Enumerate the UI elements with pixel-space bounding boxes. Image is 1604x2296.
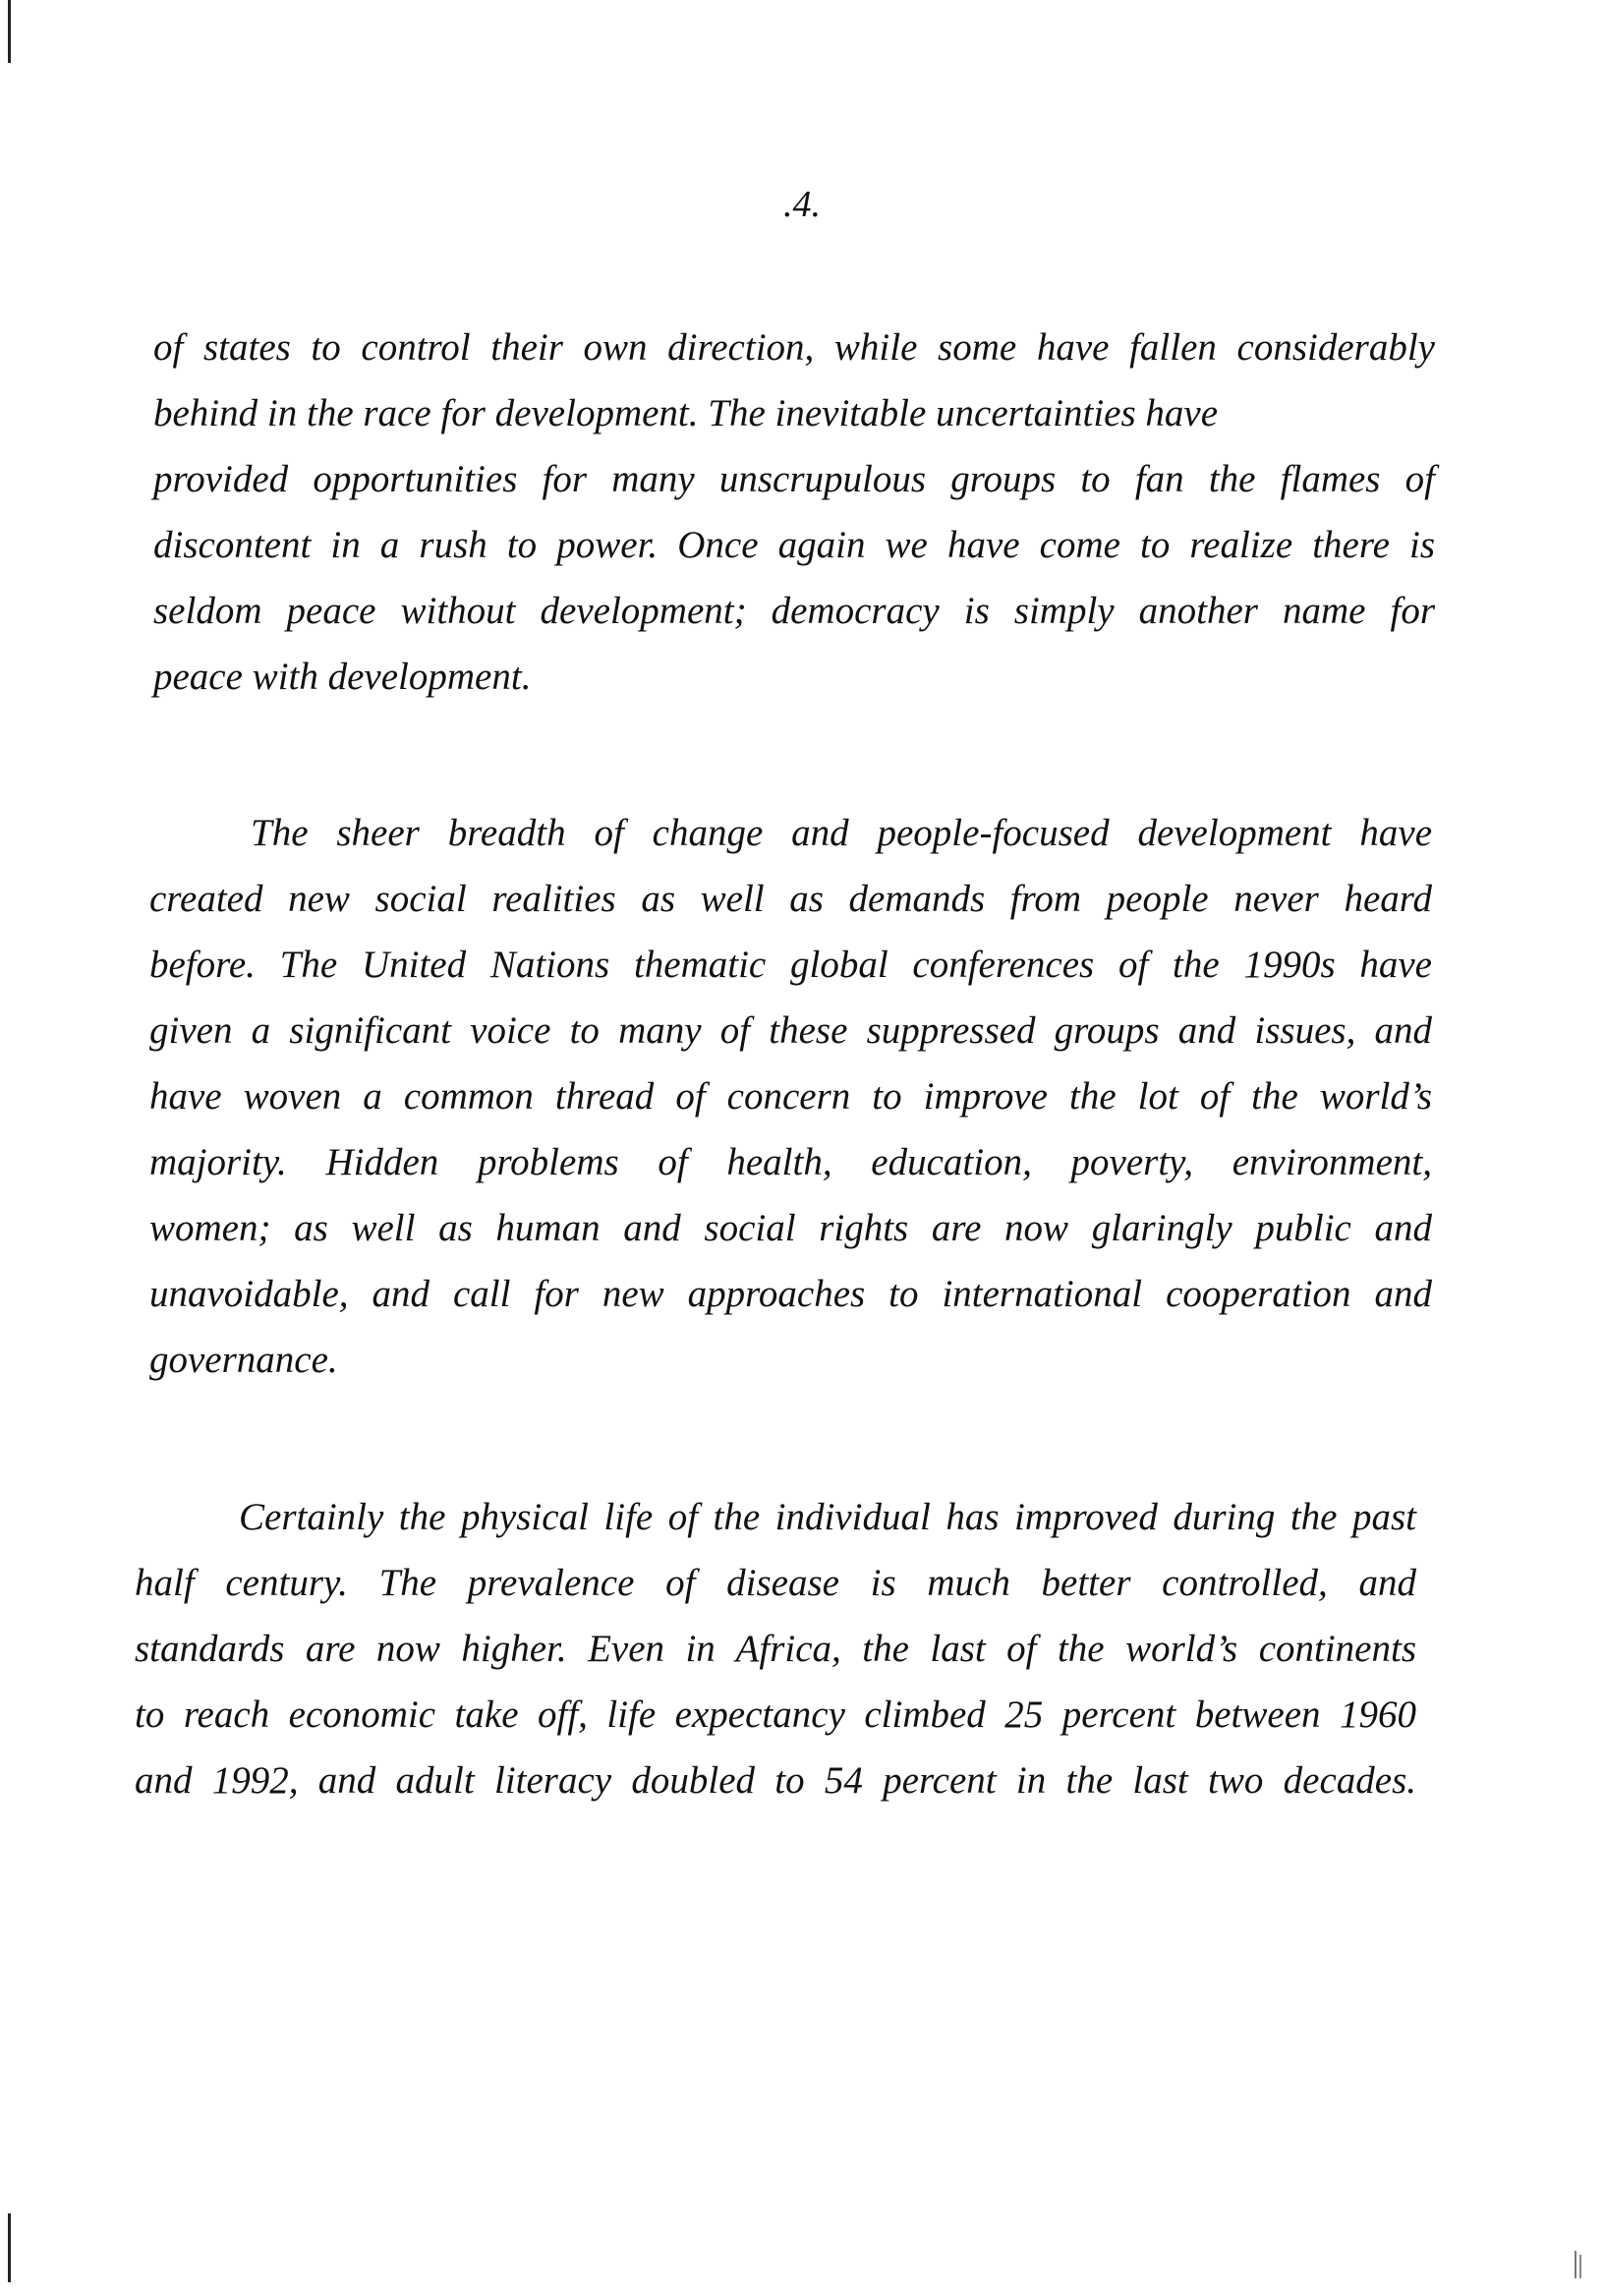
scan-mark-bottom-right-2: [1579, 2255, 1581, 2278]
paragraph-line: seldom peace without development; democracy is simply another name for: [153, 590, 1435, 632]
paragraph-line: have woven a common thread of concern to improve the lot of the world’s: [149, 1075, 1432, 1118]
paragraph-line: given a significant voice to many of these suppressed groups and issues, and: [149, 1009, 1432, 1052]
paragraph-line: standards are now higher. Even in Africa, the last of the world’s continents: [135, 1628, 1416, 1670]
paragraph-line: provided opportunities for many unscrupulous groups to fan the flames of: [153, 458, 1435, 500]
paragraph-line: of states to control their own direction, while some have fallen considerably: [153, 326, 1435, 369]
paragraph-line: before. The United Nations thematic global conferences of the 1990s have: [149, 944, 1432, 986]
paragraph-line: behind in the race for development. The inevitable uncertainties have: [153, 392, 1219, 434]
paragraph-line: majority. Hidden problems of health, education, poverty, environment,: [149, 1141, 1432, 1183]
scan-mark-top-left: [8, 0, 11, 63]
paragraph-line: women; as well as human and social rights are now glaringly public and: [149, 1207, 1432, 1249]
paragraph-line: created new social realities as well as demands from people never heard: [149, 878, 1432, 920]
paragraph-line: half century. The prevalence of disease is much better controlled, and: [135, 1562, 1416, 1604]
paragraph-line: unavoidable, and call for new approaches to international cooperation and: [149, 1273, 1432, 1315]
paragraph-line: peace with development.: [153, 656, 532, 698]
paragraph-line: Certainly the physical life of the individual has improved during the past: [239, 1496, 1416, 1538]
paragraph-line: governance.: [149, 1339, 338, 1381]
paragraph-line: discontent in a rush to power. Once again we have come to realize there is: [153, 524, 1435, 566]
paragraph-line: to reach economic take off, life expectancy climbed 25 percent between 1960: [135, 1693, 1416, 1736]
scan-mark-bottom-left: [8, 2213, 11, 2282]
scan-mark-bottom-right: [1575, 2251, 1576, 2278]
paragraph-line: The sheer breadth of change and people-focused development have: [251, 812, 1432, 854]
paragraph-line: and 1992, and adult literacy doubled to 54 percent in the last two decades.: [135, 1759, 1416, 1802]
page-number: .4.: [783, 184, 821, 225]
